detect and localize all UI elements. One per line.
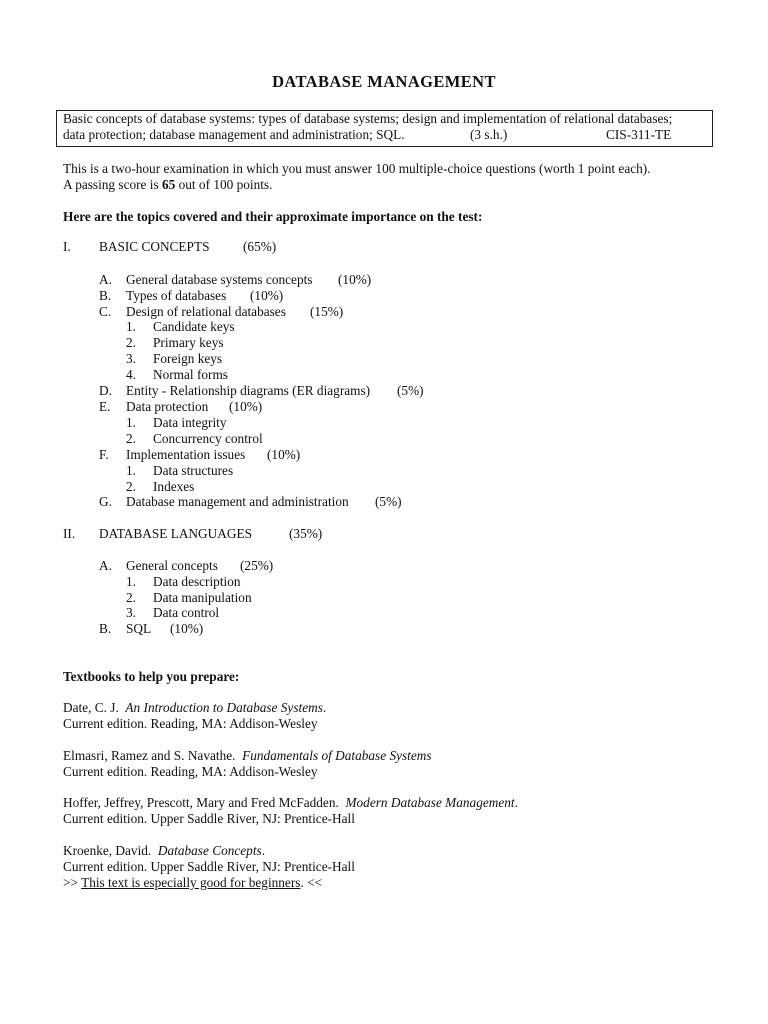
item-letter: G. bbox=[99, 494, 112, 509]
subitem-label: Indexes bbox=[153, 479, 195, 494]
item-letter: A. bbox=[99, 272, 112, 287]
section-label: DATABASE LANGUAGES bbox=[99, 526, 252, 541]
subitem-label: Data manipulation bbox=[153, 590, 252, 605]
item-letter: B. bbox=[99, 621, 112, 636]
subitem-label: Concurrency control bbox=[153, 431, 263, 446]
subitem-label: Data control bbox=[153, 605, 220, 620]
item-letter: F. bbox=[99, 447, 109, 462]
item-weight: (25%) bbox=[240, 558, 274, 573]
textbook-title-suffix: . bbox=[261, 843, 266, 858]
item-weight: (15%) bbox=[310, 304, 344, 319]
subitem-number: 1. bbox=[126, 574, 136, 589]
textbook-authors: Hoffer, Jeffrey, Prescott, Mary and Fred McFadden. bbox=[63, 795, 339, 810]
textbook-authors: Elmasri, Ramez and S. Navathe. bbox=[63, 748, 236, 763]
subitem-number: 1. bbox=[126, 415, 136, 430]
beginner-note-close: . << bbox=[300, 875, 323, 890]
item-label: Database management and administration bbox=[126, 494, 349, 509]
textbook-title: Modern Database Management bbox=[345, 795, 515, 810]
item-label: Entity - Relationship diagrams (ER diagrams) bbox=[126, 383, 371, 398]
section-label: BASIC CONCEPTS bbox=[99, 239, 210, 254]
subitem-number: 2. bbox=[126, 590, 136, 605]
beginner-note-text: This text is especially good for beginners bbox=[81, 875, 301, 890]
textbook-citation bbox=[63, 843, 265, 859]
section-numeral: II. bbox=[63, 526, 76, 541]
section-numeral: I. bbox=[63, 239, 71, 254]
section-weight: (65%) bbox=[243, 239, 277, 254]
subitem-label: Foreign keys bbox=[153, 351, 223, 366]
subitem-label: Primary keys bbox=[153, 335, 224, 350]
beginner-note-open: >> bbox=[63, 875, 78, 890]
subitem-number: 2. bbox=[126, 431, 136, 446]
subitem-number: 2. bbox=[126, 335, 136, 350]
textbook-title: Fundamentals of Database Systems bbox=[242, 748, 432, 763]
course-credits: (3 s.h.) bbox=[470, 127, 508, 142]
item-weight: (10%) bbox=[338, 272, 372, 287]
subitem-number: 1. bbox=[126, 463, 136, 478]
subitem-label: Data integrity bbox=[153, 415, 227, 430]
textbook-title: Database Concepts bbox=[157, 843, 262, 858]
textbook-title: An Introduction to Database Systems bbox=[125, 700, 323, 715]
subitem-number: 1. bbox=[126, 319, 136, 334]
item-weight: (10%) bbox=[267, 447, 301, 462]
item-label: General concepts bbox=[126, 558, 218, 573]
textbook-citation bbox=[63, 748, 432, 764]
item-letter: B. bbox=[99, 288, 112, 303]
item-weight: (10%) bbox=[229, 399, 263, 414]
textbook-authors: Kroenke, David. bbox=[63, 843, 152, 858]
textbook-detail: Current edition. Reading, MA: Addison-Wesley bbox=[63, 716, 318, 731]
item-label: Implementation issues bbox=[126, 447, 246, 462]
item-letter: E. bbox=[99, 399, 111, 414]
passing-score-suffix: out of 100 points. bbox=[178, 177, 273, 192]
subitem-number: 3. bbox=[126, 351, 136, 366]
textbook-detail: Current edition. Upper Saddle River, NJ: Prentice-Hall bbox=[63, 811, 355, 826]
item-label: Design of relational databases bbox=[126, 304, 286, 319]
textbook-title-suffix: . bbox=[514, 795, 518, 810]
item-letter: A. bbox=[99, 558, 112, 573]
beginner-note bbox=[63, 875, 322, 891]
item-label: General database systems concepts bbox=[126, 272, 313, 287]
course-code: CIS-311-TE bbox=[606, 127, 672, 142]
subitem-number: 3. bbox=[126, 605, 136, 620]
subitem-label: Data description bbox=[153, 574, 241, 589]
course-description-line-2: data protection; database management and administration; SQL. bbox=[63, 127, 405, 142]
page-title: DATABASE MANAGEMENT bbox=[272, 72, 496, 91]
passing-score-value: 65 bbox=[161, 177, 176, 192]
subitem-label: Candidate keys bbox=[153, 319, 235, 334]
item-weight: (10%) bbox=[170, 621, 204, 636]
textbook-citation bbox=[63, 700, 326, 716]
textbooks-heading: Textbooks to help you prepare: bbox=[63, 669, 240, 684]
textbook-citation bbox=[63, 795, 518, 811]
passing-score-prefix: A passing score is bbox=[63, 177, 159, 192]
item-letter: C. bbox=[99, 304, 112, 319]
subitem-number: 2. bbox=[126, 479, 136, 494]
item-weight: (5%) bbox=[375, 494, 402, 509]
subitem-number: 4. bbox=[126, 367, 136, 382]
section-weight: (35%) bbox=[289, 526, 323, 541]
item-label: SQL bbox=[126, 621, 152, 636]
textbook-detail: Current edition. Reading, MA: Addison-Wesley bbox=[63, 764, 318, 779]
textbook-authors: Date, C. J. bbox=[63, 700, 119, 715]
textbook-title-suffix: . bbox=[322, 700, 327, 715]
item-weight: (5%) bbox=[397, 383, 424, 398]
item-letter: D. bbox=[99, 383, 112, 398]
course-description-line-1: Basic concepts of database systems: types of database systems; design and implementation of relational databases; bbox=[63, 111, 673, 126]
item-weight: (10%) bbox=[250, 288, 284, 303]
textbook-detail: Current edition. Upper Saddle River, NJ: Prentice-Hall bbox=[63, 859, 355, 874]
topics-heading: Here are the topics covered and their approximate importance on the test: bbox=[63, 209, 483, 224]
exam-description: This is a two-hour examination in which you must answer 100 multiple-choice questions (worth 1 point each). bbox=[63, 161, 651, 176]
passing-score-line bbox=[63, 177, 272, 193]
item-label: Types of databases bbox=[126, 288, 227, 303]
subitem-label: Normal forms bbox=[153, 367, 228, 382]
item-label: Data protection bbox=[126, 399, 209, 414]
subitem-label: Data structures bbox=[153, 463, 234, 478]
